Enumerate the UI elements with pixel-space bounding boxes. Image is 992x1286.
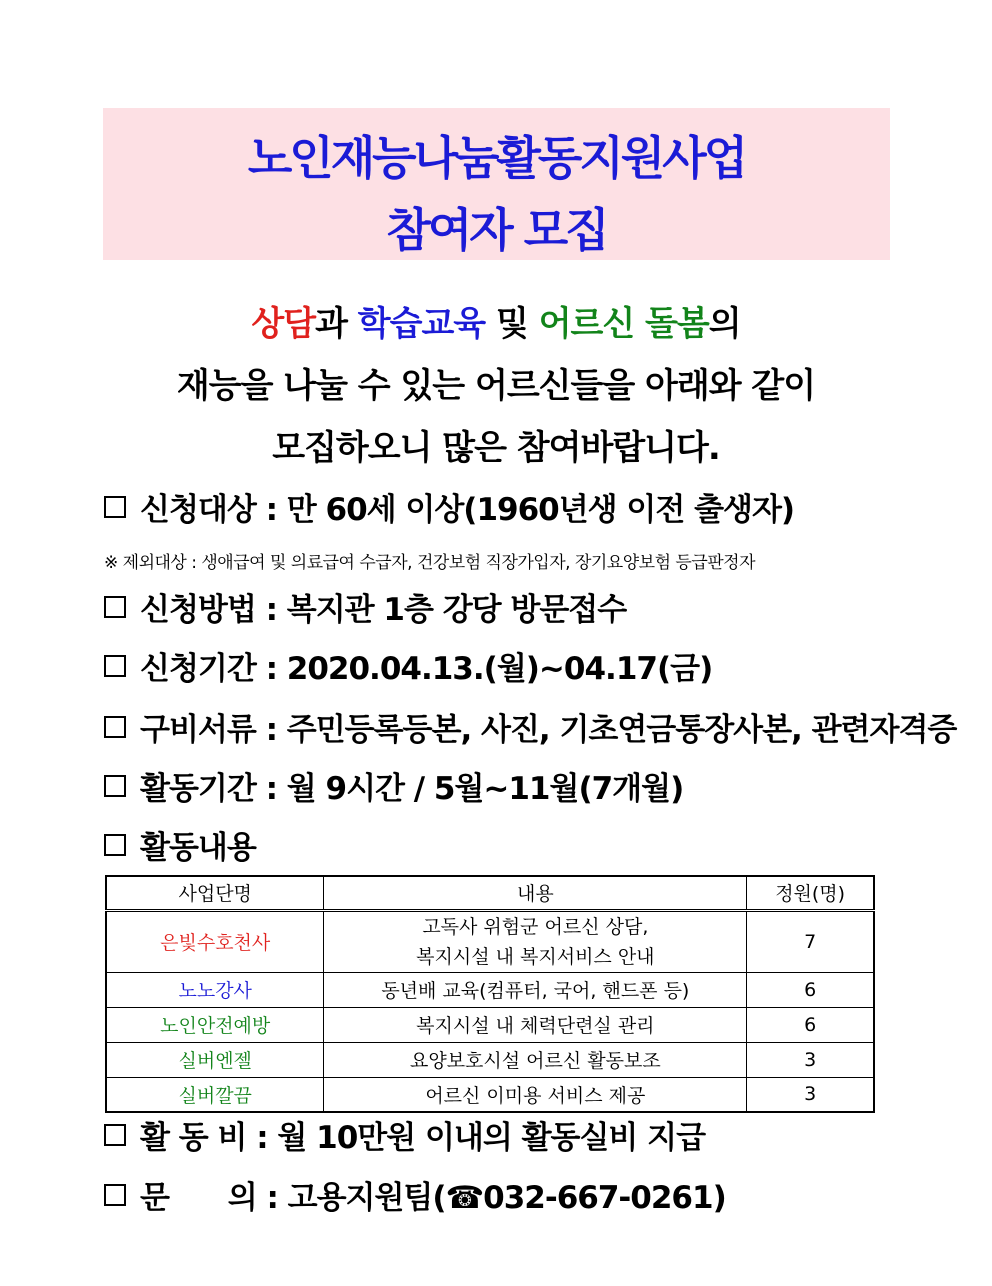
team-content: 어르신 이미용 서비스 제공 bbox=[324, 1077, 747, 1112]
header-quota: 정원(명) bbox=[747, 876, 874, 910]
header-team-name: 사업단명 bbox=[106, 876, 324, 910]
item-period bbox=[104, 643, 712, 688]
team-content: 복지시설 내 체력단련실 관리 bbox=[324, 1007, 747, 1042]
checkbox-icon bbox=[104, 596, 126, 618]
team-content: 동년배 교육(컴퓨터, 국어, 핸드폰 등) bbox=[324, 972, 747, 1007]
intro-seg-plus: 및 bbox=[485, 304, 539, 344]
item-method bbox=[104, 584, 626, 629]
checkbox-icon bbox=[104, 655, 126, 677]
intro-line-1 bbox=[0, 296, 992, 345]
checkbox-icon bbox=[104, 1124, 126, 1146]
content-line: 복지시설 내 복지서비스 안내 bbox=[416, 945, 655, 968]
title-banner bbox=[103, 108, 890, 260]
team-name: 실버엔젤 bbox=[106, 1042, 324, 1077]
item-target-text: 신청대상 : 만 60세 이상(1960년생 이전 출생자) bbox=[140, 492, 795, 528]
team-quota: 3 bbox=[747, 1077, 874, 1112]
title-line-2: 참여자 모집 bbox=[386, 203, 607, 257]
checkbox-icon bbox=[104, 716, 126, 738]
item-activity-fee-text: 활 동 비 : 월 10만원 이내의 활동실비 지급 bbox=[140, 1120, 706, 1156]
team-name: 노노강사 bbox=[106, 972, 324, 1007]
team-name: 실버깔끔 bbox=[106, 1077, 324, 1112]
team-name: 은빛수호천사 bbox=[106, 910, 324, 972]
team-content: 요양보호시설 어르신 활동보조 bbox=[324, 1042, 747, 1077]
intro-line-2: 재능을 나눌 수 있는 어르신들을 아래와 같이 bbox=[176, 366, 816, 406]
item-inquiry bbox=[104, 1172, 726, 1217]
item-activity-content-text: 활동내용 bbox=[140, 830, 256, 866]
team-content bbox=[324, 910, 747, 972]
item-period-text: 신청기간 : 2020.04.13.(월)~04.17(금) bbox=[140, 651, 713, 687]
content-line: 고독사 위험군 어르신 상담, bbox=[422, 915, 649, 938]
intro-line-3: 모집하오니 많은 참여바랍니다. bbox=[272, 428, 720, 468]
table-header-row bbox=[106, 876, 874, 910]
item-target bbox=[104, 484, 794, 529]
checkbox-icon bbox=[104, 496, 126, 518]
intro-seg-care: 어르신 돌봄 bbox=[538, 304, 709, 344]
table-row bbox=[106, 1007, 874, 1042]
item-documents bbox=[104, 704, 956, 749]
item-activity-content bbox=[104, 822, 256, 867]
intro-seg-consult: 상담 bbox=[251, 304, 316, 344]
item-activity-period-text: 활동기간 : 월 9시간 / 5월~11월(7개월) bbox=[140, 771, 684, 807]
exclusion-note: ※ 제외대상 : 생애급여 및 의료급여 수급자, 건강보험 직장가입자, 장기요양보험 등급판정자 bbox=[104, 553, 756, 573]
checkbox-icon bbox=[104, 775, 126, 797]
checkbox-icon bbox=[104, 1184, 126, 1206]
title-line-1: 노인재능나눔활동지원사업 bbox=[247, 131, 746, 185]
item-inquiry-text: 문 의 : 고용지원팀(☎032-667-0261) bbox=[140, 1180, 726, 1216]
team-quota: 6 bbox=[747, 972, 874, 1007]
team-quota: 7 bbox=[747, 910, 874, 972]
table-row bbox=[106, 1042, 874, 1077]
checkbox-icon bbox=[104, 834, 126, 856]
team-quota: 3 bbox=[747, 1042, 874, 1077]
item-method-text: 신청방법 : 복지관 1층 강당 방문접수 bbox=[140, 592, 627, 628]
item-activity-fee bbox=[104, 1112, 705, 1157]
item-activity-period bbox=[104, 763, 683, 808]
team-quota: 6 bbox=[747, 1007, 874, 1042]
team-name: 노인안전예방 bbox=[106, 1007, 324, 1042]
table-row bbox=[106, 1077, 874, 1112]
intro-seg-of: 의 bbox=[708, 304, 741, 344]
activity-table bbox=[105, 875, 875, 1113]
item-documents-text: 구비서류 : 주민등록등본, 사진, 기초연금통장사본, 관련자격증 bbox=[140, 712, 957, 748]
table-row bbox=[106, 972, 874, 1007]
header-content: 내용 bbox=[324, 876, 747, 910]
table-row bbox=[106, 910, 874, 972]
intro-seg-education: 학습교육 bbox=[357, 304, 486, 344]
intro-seg-and: 과 bbox=[315, 304, 358, 344]
